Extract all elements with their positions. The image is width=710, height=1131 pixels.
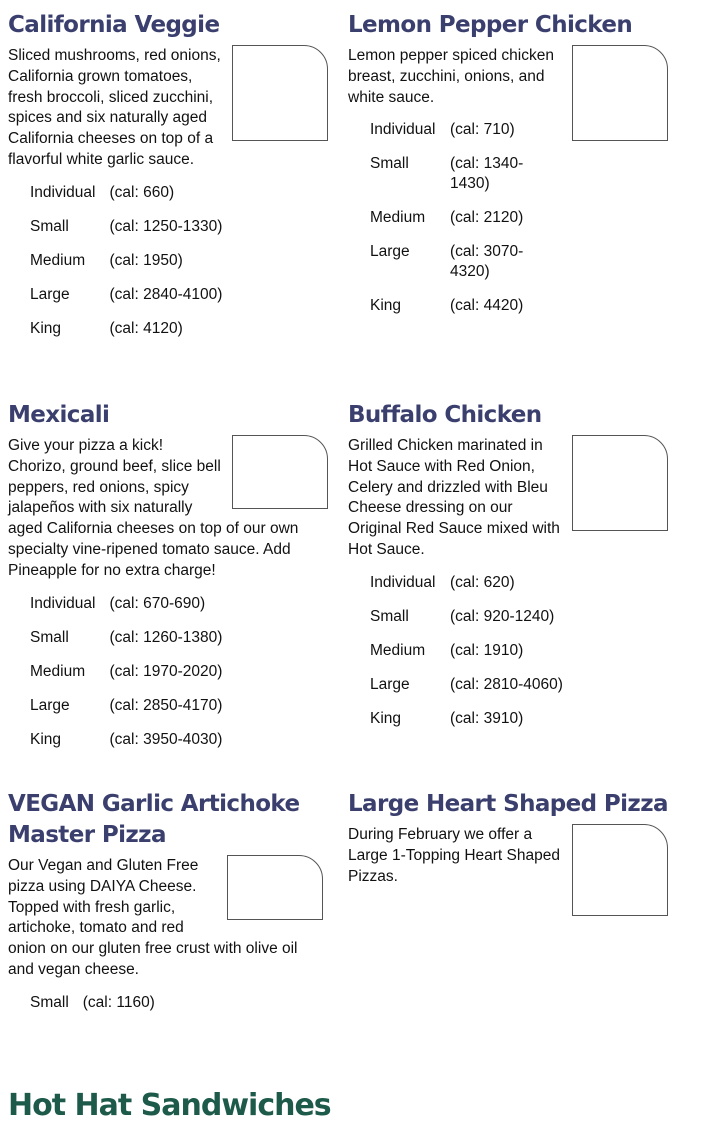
calorie-value: (cal: 710)	[450, 121, 515, 139]
calorie-table	[30, 993, 155, 1027]
calorie-value: (cal: 1340-1430)	[450, 155, 524, 193]
calorie-row	[370, 120, 540, 154]
item-title[interactable]: Large Heart Shaped Pizza	[348, 791, 668, 817]
calorie-row	[370, 607, 563, 641]
calorie-row	[30, 285, 222, 319]
item-image[interactable]	[572, 435, 668, 531]
calorie-row	[370, 641, 563, 675]
item-image[interactable]	[572, 45, 668, 141]
item-description-text: Give your pizza a kick! Chorizo, ground beef, slice bell peppers, red onions, spicy jalapeños with six naturally aged California cheeses on top of our own specialty vine-ripened tomato sauce. Add Pineapple for no extra charge!	[8, 437, 299, 579]
calorie-value: (cal: 1910)	[450, 641, 524, 659]
calorie-value: (cal: 2120)	[450, 209, 524, 227]
item-image[interactable]	[227, 855, 323, 920]
item-title[interactable]: California Veggie	[8, 12, 220, 38]
calorie-row	[370, 296, 540, 330]
calorie-value: (cal: 4120)	[109, 319, 183, 337]
calorie-row	[30, 628, 222, 662]
item-description-text: Grilled Chicken marinated in Hot Sauce with Red Onion, Celery and drizzled with Bleu Cheese dressing on our Original Red Sauce mixed with Hot Sauce.	[348, 437, 560, 558]
menu-item-buffalo-chicken	[348, 400, 668, 743]
calorie-row	[370, 573, 563, 607]
size-label: Small	[370, 607, 409, 625]
size-label: Small	[30, 628, 69, 646]
item-description	[348, 825, 668, 887]
item-image[interactable]	[232, 45, 328, 141]
item-description-text: Lemon pepper spiced chicken breast, zucchini, onions, and white sauce.	[348, 47, 554, 106]
section-title: Hot Hat Sandwiches	[8, 1088, 331, 1123]
calorie-row	[30, 594, 222, 628]
item-description	[348, 46, 668, 108]
item-image[interactable]	[232, 435, 328, 509]
calorie-value: (cal: 2810-4060)	[450, 675, 563, 693]
calorie-value: (cal: 1970-2020)	[109, 662, 223, 680]
size-label: Individual	[370, 573, 436, 591]
calorie-value: (cal: 1250-1330)	[109, 217, 223, 235]
calorie-value: (cal: 2840-4100)	[109, 285, 223, 303]
calorie-row	[370, 208, 540, 242]
size-label: King	[370, 297, 402, 315]
menu-item-mexicali	[8, 400, 328, 764]
calorie-table	[370, 573, 563, 743]
item-description	[348, 436, 668, 561]
calorie-row	[30, 662, 222, 696]
item-title[interactable]: Mexicali	[8, 402, 110, 428]
calorie-row	[370, 709, 563, 743]
size-label: Large	[30, 285, 70, 303]
item-title[interactable]: Lemon Pepper Chicken	[348, 12, 633, 38]
calorie-value: (cal: 1160)	[82, 993, 155, 1011]
size-label: Small	[30, 217, 69, 235]
item-description	[8, 46, 328, 171]
calorie-table	[370, 120, 540, 330]
size-label: Individual	[370, 121, 436, 139]
calorie-row	[30, 696, 222, 730]
item-description	[8, 856, 323, 981]
size-label: Large	[370, 243, 410, 261]
calorie-row	[30, 183, 222, 217]
calorie-row	[370, 154, 540, 208]
calorie-table	[30, 594, 222, 764]
menu-item-lemon-pepper-chicken	[348, 10, 668, 330]
calorie-value: (cal: 660)	[109, 183, 175, 201]
item-description-text: Sliced mushrooms, red onions, California grown tomatoes, fresh broccoli, sliced zucchini, spices and six naturally aged California cheeses on top of a flavorful white garlic sauce.	[8, 47, 221, 168]
calorie-value: (cal: 4420)	[450, 297, 524, 315]
calorie-value: (cal: 920-1240)	[450, 607, 555, 625]
item-image[interactable]	[572, 824, 668, 916]
menu-item-vegan-garlic-artichoke	[8, 789, 323, 1027]
calorie-row	[30, 730, 222, 764]
item-description	[8, 436, 328, 582]
calorie-row	[30, 993, 155, 1027]
calorie-row	[370, 242, 540, 296]
calorie-row	[30, 319, 222, 353]
calorie-table	[30, 183, 222, 353]
item-description-text: During February we offer a Large 1-Topping Heart Shaped Pizzas.	[348, 826, 560, 885]
item-description-text: Our Vegan and Gluten Free pizza using DAIYA Cheese. Topped with fresh garlic, artichoke, tomato and red onion on our gluten free crust with olive oil and vegan cheese.	[8, 857, 298, 978]
size-label: Large	[30, 696, 70, 714]
calorie-value: (cal: 620)	[450, 573, 515, 591]
calorie-value: (cal: 1260-1380)	[109, 628, 223, 646]
item-title[interactable]: VEGAN Garlic Artichoke Master Pizza	[8, 791, 300, 848]
size-label: Medium	[30, 662, 86, 680]
calorie-value: (cal: 3070-4320)	[450, 243, 524, 281]
size-label: Small	[370, 155, 409, 173]
item-title[interactable]: Buffalo Chicken	[348, 402, 542, 428]
size-label: Individual	[30, 594, 96, 612]
size-label: Medium	[30, 251, 86, 269]
size-label: Individual	[30, 183, 96, 201]
size-label: Medium	[370, 209, 426, 227]
calorie-row	[30, 217, 222, 251]
size-label: King	[370, 709, 402, 727]
size-label: Large	[370, 675, 410, 693]
calorie-value: (cal: 2850-4170)	[109, 696, 223, 714]
size-label: King	[30, 730, 62, 748]
size-label: Small	[30, 993, 69, 1011]
calorie-value: (cal: 3950-4030)	[109, 730, 223, 748]
calorie-value: (cal: 3910)	[450, 709, 524, 727]
calorie-value: (cal: 670-690)	[109, 594, 206, 612]
size-label: Medium	[370, 641, 426, 659]
calorie-row	[30, 251, 222, 285]
menu-item-large-heart-shaped-pizza	[348, 789, 668, 920]
menu-item-california-veggie	[8, 10, 328, 353]
calorie-value: (cal: 1950)	[109, 251, 183, 269]
calorie-row	[370, 675, 563, 709]
size-label: King	[30, 319, 62, 337]
